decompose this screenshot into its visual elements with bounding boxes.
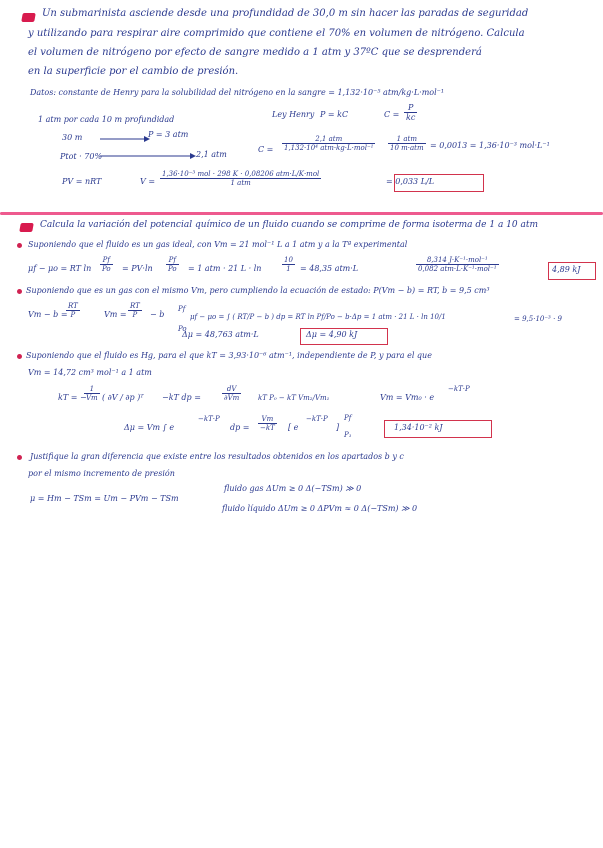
work1-partial: 2,1 atm bbox=[196, 150, 227, 159]
work1-c-main-frac: 2,1 atm 1,132·10⁴ atm·kg·L·mol⁻¹ bbox=[284, 135, 374, 152]
part-c-lower-limit: P₁ bbox=[344, 431, 352, 439]
part-d-bullet bbox=[17, 455, 22, 460]
part-a-formula: μf − μo = RT ln bbox=[28, 264, 92, 273]
part-c-bullet bbox=[17, 354, 22, 359]
part-a-mid2: = 1 atm · 21 L · ln bbox=[188, 264, 262, 273]
part-c-dmu-exp: −kT·P bbox=[198, 415, 220, 423]
work1-v-eq: V = bbox=[140, 177, 156, 186]
part-a-conversion: 8,314 J·K⁻¹·mol⁻¹ 0,082 atm·L·K⁻¹·mol⁻¹ bbox=[418, 256, 497, 273]
part-b-formula: Vm − b = bbox=[28, 310, 68, 319]
part-a-frac2: $\frac{Pf}{Po}$ bbox=[168, 256, 177, 273]
part-c-vm: Vm = Vm₀ · e bbox=[380, 393, 435, 402]
part-c-arrow2: kT P₀ − kT Vm₂/Vm₁ bbox=[258, 394, 330, 402]
part-c-vm-exp: −kT·P bbox=[448, 385, 470, 393]
part-a-mid: = PV·ln bbox=[122, 264, 153, 273]
part-c-kt-paren: ( ∂V / ∂p )ᵀ bbox=[102, 393, 144, 402]
part-a-result: 4,89 kJ bbox=[552, 265, 581, 274]
part-c-frac2: $\frac{Vm}{-kT}$ bbox=[260, 415, 275, 432]
part-c-bracket-exp: −kT·P bbox=[306, 415, 328, 423]
part-b-text: Suponiendo que es un gas con el mismo Vm, pero cumpliendo la ecuación de estado: P(Vm − b) = RT, b = 9,5 cm³ bbox=[26, 286, 490, 295]
work1-henry: Ley Henry bbox=[272, 110, 315, 119]
part-c-result: 1,34·10⁻² kJ bbox=[394, 423, 443, 432]
work1-result: = 0,033 L/L bbox=[386, 177, 435, 186]
work1-c-result: = 0,0013 = 1,36·10⁻³ mol·L⁻¹ bbox=[430, 141, 550, 150]
part-b-frac1: $\frac{RT}{P}$ bbox=[68, 302, 78, 319]
part-a-frac3: $\frac{10}{1}$ bbox=[284, 256, 293, 273]
part-c-text: Suponiendo que el fluido es Hg, para el que kT = 3,93·10⁻⁶ atm⁻¹, independiente de P, y para el que bbox=[26, 351, 432, 360]
part-d-gas: fluido gas ΔUm ≥ 0 Δ(−TSm) ≫ 0 bbox=[224, 484, 362, 493]
part-d-text: Justifique la gran diferencia que existe entre los resultados obtenidos en los apartados b y c bbox=[30, 452, 404, 461]
part-c-dp: dp = bbox=[230, 423, 250, 432]
part-c-bracket: [ e bbox=[288, 423, 299, 432]
work1-henry-eq: P = kC bbox=[320, 110, 349, 119]
part-c-kt-frac: $\frac{1}{Vm}$ bbox=[86, 385, 98, 402]
part-c-frac: $\frac{dV}{\partial Vm}$ bbox=[224, 385, 240, 402]
part-a-bullet bbox=[17, 243, 22, 248]
part-b-delta: Δμ = 48,763 atm·L bbox=[182, 330, 259, 339]
work1-ptot: Ptot · 70% bbox=[60, 152, 103, 161]
problem1-bullet bbox=[21, 13, 36, 22]
problem2-title: Calcula la variación del potencial químico de un fluido cuando se comprime de forma isoterma de 1 a 10 atm bbox=[40, 220, 539, 230]
problem2-bullet bbox=[19, 223, 34, 232]
part-b-frac2: $\frac{RT}{P}$ bbox=[130, 302, 140, 319]
part-b-limit-lo: Po bbox=[178, 325, 187, 333]
part-d-formula: μ = Hm − TSm = Um − PVm − TSm bbox=[30, 494, 179, 503]
part-b-integral: μf − μo = ∫ ( RT/P − b ) dp = RT ln Pf/Po − b·Δp = 1 atm · 21 L · ln 10/1 bbox=[190, 313, 446, 321]
work1-c-frac: $\frac{P}{kc}$ bbox=[406, 103, 416, 122]
part-c-bracket-end: ] bbox=[336, 423, 340, 432]
part-d-text2: por el mismo incremento de presión bbox=[28, 469, 175, 478]
part-b-mid2: − b bbox=[150, 310, 165, 319]
part-a-text: Suponiendo que el fluido es un gas ideal, con Vm = 21 mol⁻¹ L a 1 atm y a la Tª experimental bbox=[28, 240, 408, 249]
part-a-end: = 48,35 atm·L bbox=[300, 264, 359, 273]
work1-depth-rule: 1 atm por cada 10 m profundidad bbox=[38, 115, 175, 124]
part-c-arrow: −kT dp = bbox=[162, 393, 201, 402]
part-d-liquid: fluido líquido ΔUm ≥ 0 ΔPVm ≈ 0 Δ(−TSm) ≫ 0 bbox=[222, 504, 418, 513]
work1-pressure: P = 3 atm bbox=[148, 130, 189, 139]
problem1-line2: y utilizando para respirar aire comprimido que contiene el 70% en volumen de nitrógeno. Calcula bbox=[28, 28, 525, 39]
work1-c-conv-frac: 1 atm 10 m·atm bbox=[390, 135, 424, 152]
work1-ideal-gas: PV = nRT bbox=[62, 177, 102, 186]
part-c-kt: kT = − bbox=[58, 393, 87, 402]
work1-c-label: C = bbox=[258, 145, 274, 154]
work1-depth: 30 m bbox=[62, 133, 83, 142]
part-b-limit-hi: Pf bbox=[178, 305, 186, 313]
problem1-line1: Un submarinista asciende desde una profundidad de 30,0 m sin hacer las paradas de seguridad bbox=[42, 8, 529, 19]
part-b-result: Δμ = 4,90 kJ bbox=[306, 330, 358, 339]
part-c-dmu: Δμ = Vm ∫ e bbox=[124, 423, 175, 432]
part-c-text2: Vm = 14,72 cm³ mol⁻¹ a 1 atm bbox=[28, 368, 152, 377]
work1-v-frac: 1,36·10⁻³ mol · 298 K · 0,08206 atm·L/K·mol 1 atm bbox=[162, 170, 320, 187]
part-c-upper-limit: Pf bbox=[344, 414, 352, 422]
problem1-line3: el volumen de nitrógeno por efecto de sangre medido a 1 atm y 37ºC que se desprenderá bbox=[28, 47, 482, 58]
problem1-line4: en la superficie por el cambio de presión. bbox=[28, 66, 239, 77]
part-b-mid: Vm = bbox=[104, 310, 127, 319]
section-divider bbox=[0, 212, 603, 215]
part-b-integral-end: = 9,5·10⁻³ · 9 bbox=[514, 315, 562, 323]
problem1-datos: Datos: constante de Henry para la solubilidad del nitrógeno en la sangre = 1,132·10⁻⁵ atm/kg·L·mol⁻¹ bbox=[30, 88, 445, 97]
work1-c-eq: C = bbox=[384, 110, 400, 119]
part-a-frac1: $\frac{Pf}{Po}$ bbox=[102, 256, 111, 273]
part-b-bullet bbox=[17, 289, 22, 294]
work1-arrows bbox=[100, 134, 210, 164]
